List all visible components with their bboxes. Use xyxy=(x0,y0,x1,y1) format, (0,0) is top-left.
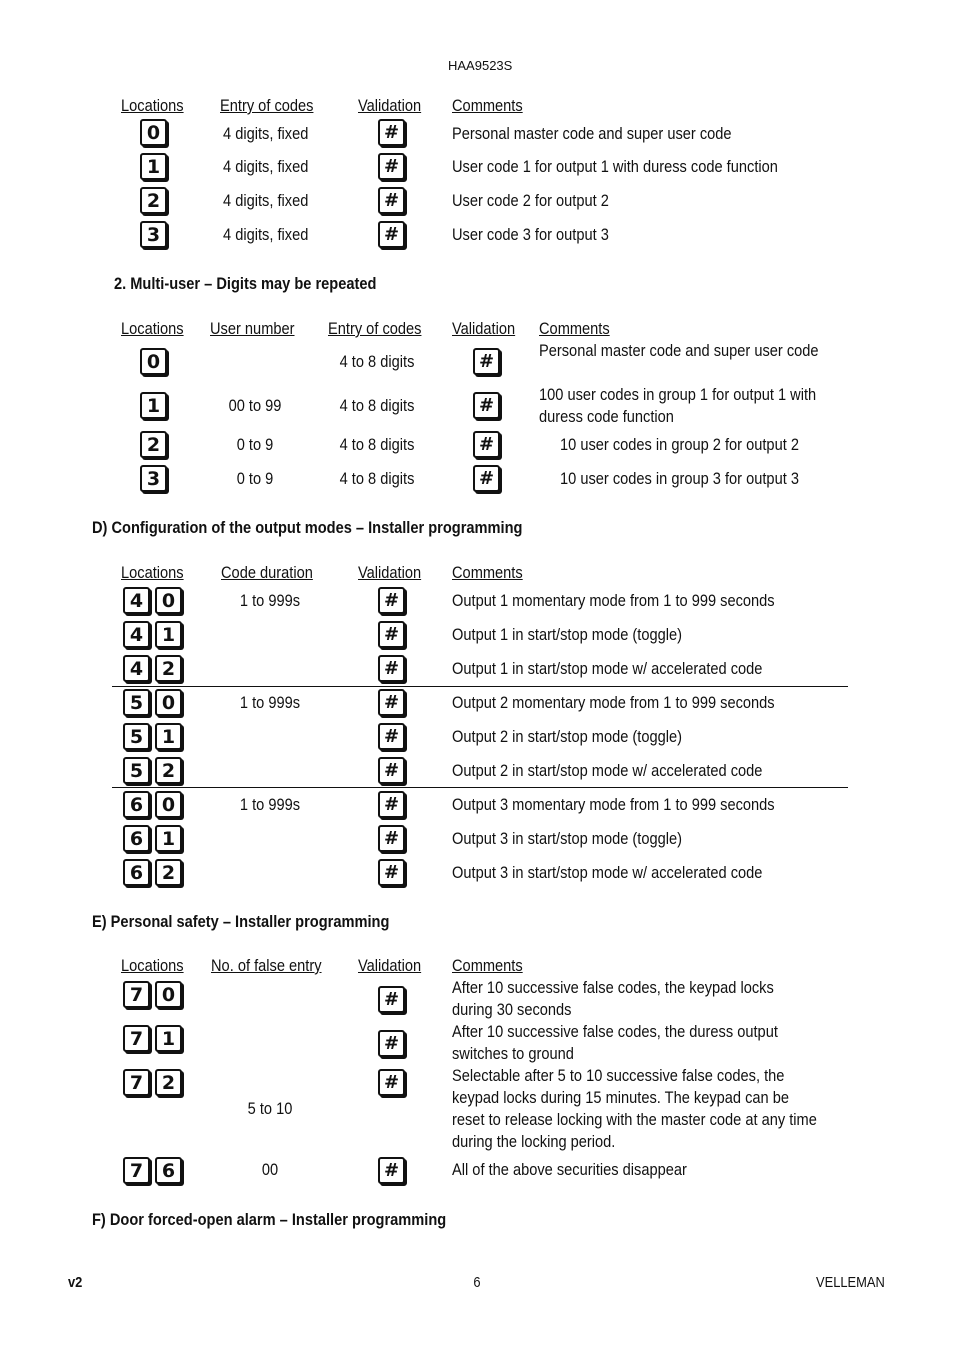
key-icon: 6 xyxy=(123,791,150,818)
user-number-cell: 0 to 9 xyxy=(236,435,274,454)
entry-cell: 4 to 8 digits xyxy=(339,352,415,371)
hash-key-icon: # xyxy=(473,465,500,492)
key-icon: 6 xyxy=(155,1157,182,1184)
comment-cell: Output 2 in start/stop mode w/ accelerated code xyxy=(452,761,763,780)
column-header-locations: Locations xyxy=(121,319,184,338)
key-icon: 4 xyxy=(123,655,150,682)
hash-key-icon: # xyxy=(378,221,405,248)
duration-cell: 1 to 999s xyxy=(239,795,301,814)
group-divider xyxy=(112,686,848,687)
section-heading-output-modes: D) Configuration of the output modes – Installer programming xyxy=(92,518,523,537)
entry-cell: 4 to 8 digits xyxy=(339,435,415,454)
key-icon: 0 xyxy=(155,981,182,1008)
hash-key-icon: # xyxy=(378,655,405,682)
key-icon: 2 xyxy=(140,187,167,214)
duration-cell: 1 to 999s xyxy=(239,693,301,712)
column-header-comments: Comments xyxy=(452,96,523,115)
section-heading-multi-user: 2. Multi-user – Digits may be repeated xyxy=(114,274,377,293)
hash-key-icon: # xyxy=(378,119,405,146)
key-icon: 1 xyxy=(155,621,182,648)
footer-page-number: 6 xyxy=(473,1274,481,1291)
column-header-entry: Entry of codes xyxy=(220,96,314,115)
user-number-cell: 0 to 9 xyxy=(236,469,274,488)
hash-key-icon: # xyxy=(378,1069,405,1096)
comment-cell: Output 3 in start/stop mode w/ accelerated code xyxy=(452,863,763,882)
key-icon: 1 xyxy=(140,392,167,419)
section-heading-personal-safety: E) Personal safety – Installer programming xyxy=(92,912,390,931)
user-number-cell: 00 to 99 xyxy=(228,396,282,415)
entry-cell: 4 to 8 digits xyxy=(339,469,415,488)
column-header-code-duration: Code duration xyxy=(221,563,313,582)
duration-cell: 1 to 999s xyxy=(239,591,301,610)
document-code: HAA9523S xyxy=(448,58,513,73)
comment-cell: 10 user codes in group 2 for output 2 xyxy=(560,435,799,454)
key-icon: 5 xyxy=(123,689,150,716)
column-header-validation: Validation xyxy=(452,319,516,338)
comment-cell: Output 3 momentary mode from 1 to 999 seconds xyxy=(452,795,775,814)
column-header-validation: Validation xyxy=(358,563,422,582)
column-header-locations: Locations xyxy=(121,96,184,115)
hash-key-icon: # xyxy=(378,1030,405,1057)
comment-cell: Personal master code and super user code xyxy=(452,124,732,143)
key-icon: 5 xyxy=(123,757,150,784)
column-header-validation: Validation xyxy=(358,96,422,115)
comment-cell: After 10 successive false codes, the duress output switches to ground xyxy=(452,1022,778,1063)
comment-cell: Output 1 in start/stop mode w/ accelerated code xyxy=(452,659,763,678)
column-header-validation: Validation xyxy=(358,956,422,975)
hash-key-icon: # xyxy=(378,621,405,648)
comment-cell: User code 3 for output 3 xyxy=(452,225,609,244)
key-icon: 2 xyxy=(155,859,182,886)
key-icon: 0 xyxy=(155,587,182,614)
footer-brand: VELLEMAN xyxy=(816,1274,885,1291)
comment-cell: 100 user codes in group 1 for output 1 with duress code function xyxy=(539,385,817,426)
column-header-locations: Locations xyxy=(121,563,184,582)
key-icon: 2 xyxy=(155,655,182,682)
hash-key-icon: # xyxy=(378,723,405,750)
comment-cell: Personal master code and super user code xyxy=(539,341,819,360)
key-icon: 7 xyxy=(123,1157,150,1184)
hash-key-icon: # xyxy=(473,431,500,458)
column-header-entry: Entry of codes xyxy=(328,319,422,338)
comment-cell: 10 user codes in group 3 for output 3 xyxy=(560,469,799,488)
false-entry-cell: 00 xyxy=(261,1160,279,1179)
hash-key-icon: # xyxy=(378,587,405,614)
footer-version: v2 xyxy=(68,1274,83,1291)
entry-cell: 4 digits, fixed xyxy=(223,124,309,143)
key-icon: 6 xyxy=(123,825,150,852)
column-header-user-number: User number xyxy=(210,319,295,338)
comment-cell: All of the above securities disappear xyxy=(452,1160,687,1179)
comment-cell: User code 1 for output 1 with duress code function xyxy=(452,157,778,176)
key-icon: 2 xyxy=(155,757,182,784)
hash-key-icon: # xyxy=(378,757,405,784)
key-icon: 3 xyxy=(140,465,167,492)
key-icon: 4 xyxy=(123,587,150,614)
comment-cell: Output 3 in start/stop mode (toggle) xyxy=(452,829,682,848)
key-icon: 1 xyxy=(155,825,182,852)
column-header-comments: Comments xyxy=(539,319,610,338)
hash-key-icon: # xyxy=(378,859,405,886)
comment-cell: After 10 successive false codes, the keypad locks during 30 seconds xyxy=(452,978,774,1019)
key-icon: 5 xyxy=(123,723,150,750)
false-entry-cell: 5 to 10 xyxy=(247,1099,293,1118)
key-icon: 0 xyxy=(155,791,182,818)
hash-key-icon: # xyxy=(378,153,405,180)
key-icon: 6 xyxy=(123,859,150,886)
comment-cell: Selectable after 5 to 10 successive false codes, the keypad locks during 15 minutes. The keypad can be reset to release locking with the master code at any time during the locking period. xyxy=(452,1066,817,1151)
key-icon: 0 xyxy=(140,348,167,375)
key-icon: 7 xyxy=(123,981,150,1008)
comment-cell: Output 1 in start/stop mode (toggle) xyxy=(452,625,682,644)
entry-cell: 4 to 8 digits xyxy=(339,396,415,415)
key-icon: 1 xyxy=(140,153,167,180)
hash-key-icon: # xyxy=(473,392,500,419)
key-icon: 2 xyxy=(140,431,167,458)
hash-key-icon: # xyxy=(378,1157,405,1184)
hash-key-icon: # xyxy=(378,825,405,852)
key-icon: 3 xyxy=(140,221,167,248)
column-header-comments: Comments xyxy=(452,563,523,582)
key-icon: 0 xyxy=(155,689,182,716)
key-icon: 7 xyxy=(123,1069,150,1096)
comment-cell: Output 2 momentary mode from 1 to 999 seconds xyxy=(452,693,775,712)
column-header-locations: Locations xyxy=(121,956,184,975)
entry-cell: 4 digits, fixed xyxy=(223,225,309,244)
key-icon: 1 xyxy=(155,723,182,750)
section-heading-door-forced: F) Door forced-open alarm – Installer programming xyxy=(92,1210,447,1229)
entry-cell: 4 digits, fixed xyxy=(223,157,309,176)
entry-cell: 4 digits, fixed xyxy=(223,191,309,210)
hash-key-icon: # xyxy=(378,689,405,716)
key-icon: 7 xyxy=(123,1025,150,1052)
comment-cell: Output 2 in start/stop mode (toggle) xyxy=(452,727,682,746)
hash-key-icon: # xyxy=(378,791,405,818)
hash-key-icon: # xyxy=(378,187,405,214)
key-icon: 1 xyxy=(155,1025,182,1052)
comment-cell: Output 1 momentary mode from 1 to 999 seconds xyxy=(452,591,775,610)
comment-cell: User code 2 for output 2 xyxy=(452,191,609,210)
key-icon: 0 xyxy=(140,119,167,146)
column-header-comments: Comments xyxy=(452,956,523,975)
hash-key-icon: # xyxy=(378,986,405,1013)
hash-key-icon: # xyxy=(473,348,500,375)
key-icon: 4 xyxy=(123,621,150,648)
key-icon: 2 xyxy=(155,1069,182,1096)
group-divider xyxy=(112,787,848,788)
column-header-false-entry: No. of false entry xyxy=(211,956,322,975)
